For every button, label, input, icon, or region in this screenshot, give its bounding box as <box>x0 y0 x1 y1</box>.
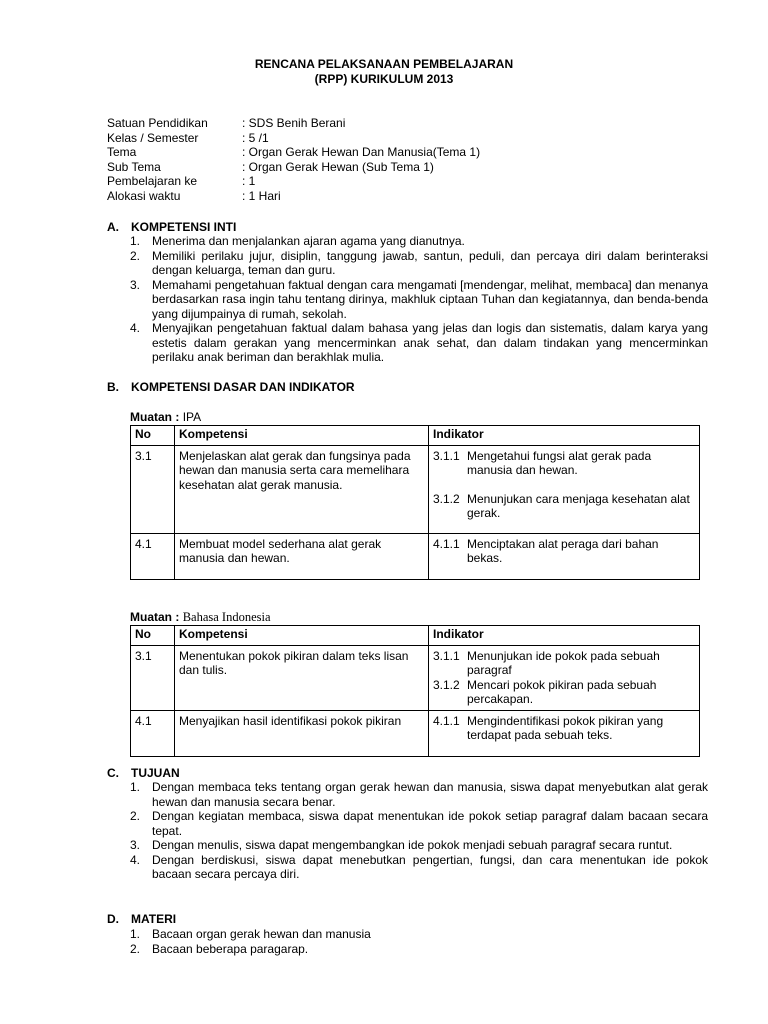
table-row <box>131 533 700 579</box>
document-title-line-2: (RPP) KURIKULUM 2013 <box>314 72 454 86</box>
column-header-indikator: Indikator <box>429 426 700 446</box>
table-cell-kompetensi: Menentukan pokok pikiran dalam teks lisan dan tulis. <box>175 645 429 710</box>
indikator-item: 3.1.2 Menunjukan cara menjaga kesehatan alat gerak. <box>433 491 690 520</box>
table-row <box>131 645 700 710</box>
table-row <box>131 445 700 533</box>
identity-row <box>107 189 480 204</box>
table-cell-no: 3.1 <box>131 445 175 533</box>
identity-label: Kelas / Semester <box>107 130 199 145</box>
identity-value: : 1 Hari <box>242 188 281 203</box>
table-cell-no: 4.1 <box>131 533 175 579</box>
table-cell-kompetensi: Menyajikan hasil identifikasi pokok pikiran <box>175 710 429 756</box>
list-item: 3. Dengan menulis, siswa dapat mengembangkan ide pokok menjadi sebuah paragraf secara runtut. <box>130 838 673 852</box>
list-item: 2. Memiliki perilaku jujur, disiplin, tanggung jawab, santun, peduli, dan percaya diri dalam berinteraksi dengan keluarga, teman dan guru. <box>130 248 708 277</box>
table-header-row <box>131 426 700 446</box>
materi-list <box>130 927 708 956</box>
list-item: 2. Dengan kegiatan membaca, siswa dapat menentukan ide pokok setiap paragraf dalam bacaan secara tepat. <box>130 809 708 838</box>
table-cell-indikator <box>429 710 700 756</box>
identity-block <box>107 116 480 203</box>
table-cell-kompetensi: Menjelaskan alat gerak dan fungsinya pada hewan dan manusia serta cara memelihara kesehatan alat gerak manusia. <box>175 445 429 533</box>
table-cell-kompetensi: Membuat model sederhana alat gerak manusia dan hewan. <box>175 533 429 579</box>
identity-row <box>107 116 480 131</box>
section-heading-kompetensi-inti: A. KOMPETENSI INTI <box>107 220 237 234</box>
list-item: 1. Bacaan organ gerak hewan dan manusia <box>130 927 371 941</box>
column-header-kompetensi: Kompetensi <box>175 426 429 446</box>
table-row <box>131 710 700 756</box>
table-cell-no: 4.1 <box>131 710 175 756</box>
table-cell-no: 3.1 <box>131 645 175 710</box>
section-heading-tujuan: C. TUJUAN <box>107 766 180 780</box>
table-cell-indikator <box>429 645 700 710</box>
indikator-item: 3.1.2 Mencari pokok pikiran pada sebuah percakapan. <box>433 677 657 706</box>
identity-value: : SDS Benih Berani <box>242 116 346 130</box>
indikator-item: 3.1.1 Menunjukan ide pokok pada sebuah paragraf <box>433 648 660 677</box>
identity-value: : 1 <box>242 174 256 188</box>
indikator-item: 4.1.1 Menciptakan alat peraga dari bahan bekas. <box>433 536 659 565</box>
list-item: 1. Menerima dan menjalankan ajaran agama yang dianutnya. <box>130 234 465 248</box>
identity-row <box>107 131 480 146</box>
document-title-line-1: RENCANA PELAKSANAAN PEMBELAJARAN <box>254 57 514 71</box>
kompetensi-inti-list <box>130 234 708 365</box>
column-header-indikator: Indikator <box>429 626 700 646</box>
indikator-item: 4.1.1 Mengindentifikasi pokok pikiran yang terdapat pada sebuah teks. <box>433 713 664 742</box>
column-header-no: No <box>131 426 175 446</box>
column-header-no: No <box>131 626 175 646</box>
section-heading-materi: D. MATERI <box>107 912 177 926</box>
identity-label: Satuan Pendidikan <box>107 116 208 130</box>
indikator-item: 3.1.1 Mengetahui fungsi alat gerak pada manusia dan hewan. <box>433 448 652 477</box>
identity-label: Tema <box>107 145 137 159</box>
list-item: 4. Dengan berdiskusi, siswa dapat menebutkan pengertian, fungsi, dan cara menentukan ide pokok bacaan secara percaya diri. <box>130 852 708 881</box>
identity-label: Pembelajaran ke <box>107 174 198 188</box>
identity-label: Alokasi waktu <box>107 188 181 203</box>
identity-value: : Organ Gerak Hewan (Sub Tema 1) <box>242 159 434 174</box>
column-header-kompetensi: Kompetensi <box>175 626 429 646</box>
kompetensi-table-bahasa-indonesia <box>130 625 700 757</box>
kompetensi-table-ipa <box>130 425 700 580</box>
table-cell-indikator <box>429 445 700 533</box>
identity-row <box>107 174 480 189</box>
identity-value: : Organ Gerak Hewan Dan Manusia(Tema 1) <box>242 145 481 159</box>
table-cell-indikator <box>429 533 700 579</box>
list-item: 2. Bacaan beberapa paragarap. <box>130 941 309 956</box>
identity-value: : 5 /1 <box>242 130 269 145</box>
identity-row <box>107 145 480 160</box>
list-item: 3. Memahami pengetahuan faktual dengan cara mengamati [mendengar, melihat, membaca] dan menanya berdasarkan rasa ingin tahu tentang dirinya, makhluk ciptaan Tuhan dan kegiatannya, dan benda-benda yang dijumpainya di rumah, sekolah. <box>130 277 708 321</box>
list-item: 4. Menyajikan pengetahuan faktual dalam bahasa yang jelas dan logis dan sistematis, dalam karya yang estetis dalam gerakan yang mencerminkan anak sehat, dan dalam tindakan yang mencerminkan perilaku anak beriman dan berakhlak mulia. <box>130 321 708 364</box>
tujuan-list <box>130 780 708 882</box>
table-header-row <box>131 626 700 646</box>
list-item: 1. Dengan membaca teks tentang organ gerak hewan dan manusia, siswa dapat menyebutkan alat gerak hewan dan manusia secara benar. <box>130 780 708 809</box>
muatan-label-bahasa-indonesia: Muatan : Bahasa Indonesia <box>130 610 271 624</box>
identity-label: Sub Tema <box>107 159 161 174</box>
section-heading-kompetensi-dasar: B. KOMPETENSI DASAR DAN INDIKATOR <box>107 380 355 394</box>
muatan-label-ipa: Muatan : IPA <box>130 410 202 424</box>
identity-row <box>107 160 480 175</box>
